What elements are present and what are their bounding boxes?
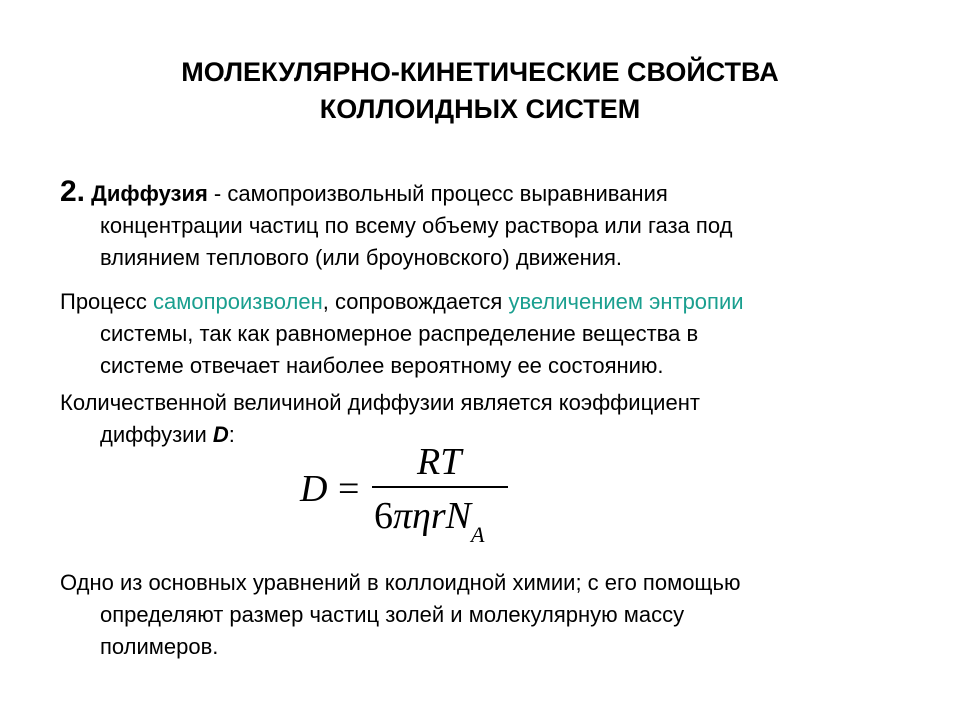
slide-title — [80, 54, 880, 128]
formula-lhs: D — [300, 468, 328, 510]
p3-text-2b: : — [228, 422, 235, 447]
item-number: 2. — [60, 175, 86, 208]
p3-text-2a: диффузии — [100, 422, 213, 447]
title-line-2: КОЛЛОИДНЫХ СИСТЕМ — [319, 94, 641, 124]
p1-line-2: концентрации частиц по всему объему раствора или газа под — [100, 213, 733, 238]
p1-line-1 — [60, 176, 920, 210]
p4-line-1: Одно из основных уравнений в коллоидной химии; с его помощью — [60, 570, 741, 595]
formula-equals: = — [338, 468, 360, 510]
fraction-bar — [372, 486, 508, 488]
p1-text-1: - самопроизвольный процесс выравнивания — [207, 181, 668, 206]
p4-line-3: полимеров. — [100, 634, 219, 659]
paragraph-application — [60, 567, 920, 663]
diffusion-formula — [300, 440, 560, 550]
p2-text-1: Процесс — [60, 289, 153, 314]
symbol-d: D — [212, 422, 229, 447]
paragraph-entropy — [60, 286, 920, 382]
formula-den-six: 6 — [374, 495, 393, 537]
title-line-1: МОЛЕКУЛЯРНО-КИНЕТИЧЕСКИЕ СВОЙСТВА — [181, 57, 779, 87]
term-diffusion: Диффузия — [91, 181, 208, 206]
p3-line-1: Количественной величиной диффузии является коэффициент — [60, 390, 700, 415]
p2-line-1 — [60, 286, 920, 318]
p2-line-3: системе отвечает наиболее вероятному ее состоянию. — [100, 353, 664, 378]
formula-denominator — [374, 494, 485, 547]
p4-line-2: определяют размер частиц золей и молекулярную массу — [100, 602, 685, 627]
formula-den-vars: πηrN — [393, 495, 472, 537]
formula-den-sub: A — [471, 522, 485, 547]
p1-line-3: влиянием теплового (или броуновского) движения. — [100, 245, 623, 270]
highlight-entropy: увеличением энтропии — [508, 289, 744, 314]
highlight-spontaneous: самопроизволен — [152, 289, 323, 314]
paragraph-diffusion-definition — [60, 176, 920, 274]
p2-text-2: , сопровождается — [322, 289, 509, 314]
p2-line-2: системы, так как равномерное распределение вещества в — [100, 321, 699, 346]
formula-numerator: RT — [417, 441, 462, 483]
